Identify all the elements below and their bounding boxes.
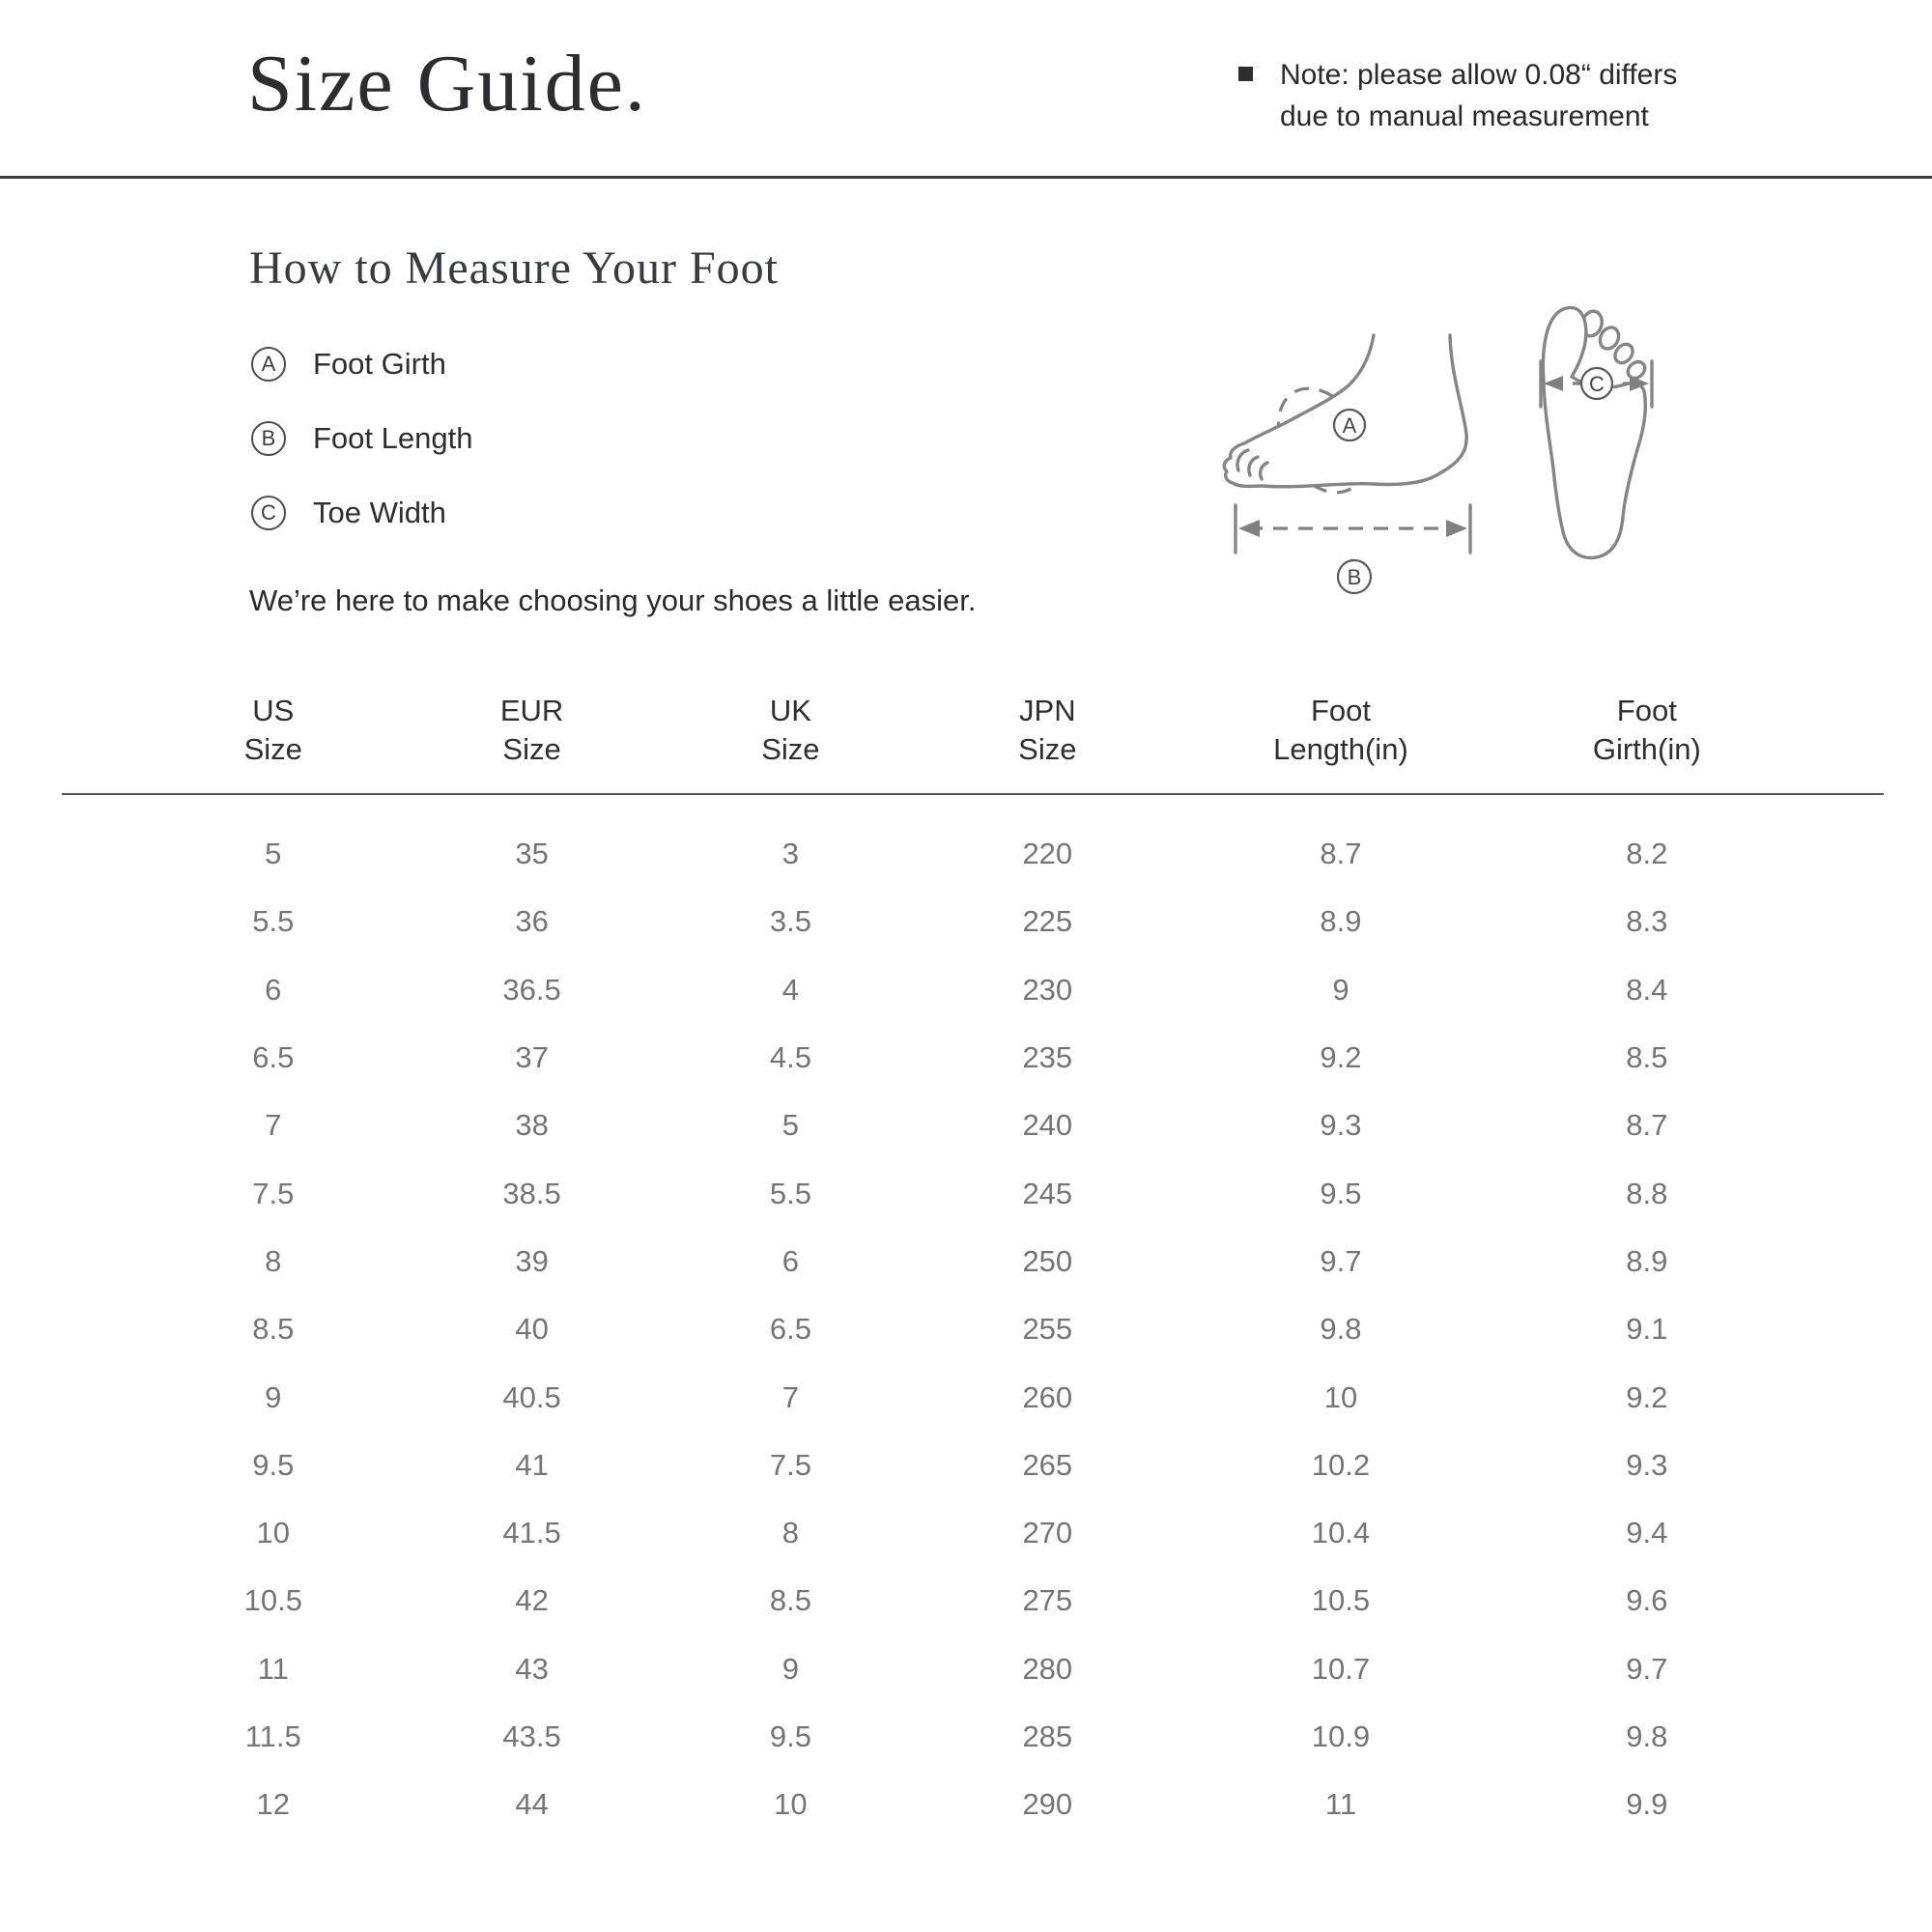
table-row bbox=[62, 1499, 1884, 1567]
table-cell: 5 bbox=[781, 1108, 800, 1143]
column-header-line1: JPN bbox=[1019, 694, 1076, 727]
table-cell: 9.6 bbox=[1626, 1583, 1668, 1618]
table-row bbox=[62, 1363, 1884, 1431]
circled-letter-b-icon: B bbox=[251, 421, 286, 456]
column-header-line1: Foot bbox=[1616, 694, 1677, 727]
table-row bbox=[62, 1635, 1884, 1703]
table-cell: 270 bbox=[1022, 1516, 1073, 1550]
measure-item-toe-width bbox=[251, 495, 472, 531]
column-header-line2: Size bbox=[243, 732, 302, 766]
column-header bbox=[500, 692, 563, 769]
column-header-line1: Foot bbox=[1310, 694, 1371, 727]
table-cell: 235 bbox=[1022, 1040, 1073, 1075]
table-cell: 40.5 bbox=[502, 1379, 561, 1414]
table-cell: 10.5 bbox=[1311, 1583, 1371, 1618]
table-cell: 44 bbox=[515, 1787, 549, 1822]
measure-item-label: Foot Length bbox=[313, 421, 473, 455]
table-body bbox=[62, 820, 1884, 1838]
table-cell: 280 bbox=[1022, 1651, 1073, 1686]
note-text bbox=[1280, 54, 1677, 137]
table-cell: 9.3 bbox=[1320, 1108, 1362, 1143]
column-header-line2: Size bbox=[1018, 732, 1077, 766]
table-row bbox=[62, 1703, 1884, 1771]
column-header-line2: Size bbox=[761, 732, 820, 766]
table-cell: 37 bbox=[515, 1040, 549, 1075]
diagram-label-b: B bbox=[1347, 565, 1362, 589]
header-divider bbox=[0, 176, 1932, 179]
table-header-row bbox=[62, 692, 1884, 775]
table-cell: 8.7 bbox=[1320, 837, 1362, 871]
table-cell: 9.4 bbox=[1626, 1516, 1668, 1550]
table-cell: 11 bbox=[1324, 1787, 1357, 1822]
table-cell: 250 bbox=[1022, 1243, 1073, 1278]
page-title: Size Guide. bbox=[247, 39, 647, 128]
table-row bbox=[62, 1024, 1884, 1092]
table-cell: 10 bbox=[256, 1516, 291, 1550]
measure-item-label: Toe Width bbox=[313, 496, 446, 529]
table-cell: 9.7 bbox=[1320, 1243, 1362, 1278]
table-cell: 8.2 bbox=[1626, 837, 1668, 871]
table-cell: 260 bbox=[1022, 1379, 1073, 1414]
section-heading: How to Measure Your Foot bbox=[249, 242, 780, 294]
table-cell: 8.5 bbox=[1626, 1040, 1668, 1075]
measurement-note bbox=[1238, 54, 1677, 137]
table-cell: 35 bbox=[515, 837, 549, 871]
table-row bbox=[62, 956, 1884, 1024]
arrow-left-icon bbox=[1238, 520, 1260, 537]
table-cell: 12 bbox=[256, 1787, 291, 1822]
column-header-line1: EUR bbox=[499, 694, 564, 727]
table-cell: 10 bbox=[774, 1787, 808, 1822]
size-conversion-table bbox=[62, 692, 1884, 1838]
table-cell: 275 bbox=[1022, 1583, 1073, 1618]
table-row bbox=[62, 1228, 1884, 1295]
table-row bbox=[62, 1159, 1884, 1227]
measure-list bbox=[251, 346, 472, 569]
table-cell: 10.2 bbox=[1311, 1447, 1371, 1482]
measure-caption: We’re here to make choosing your shoes a little easier. bbox=[249, 583, 977, 617]
table-cell: 6 bbox=[265, 972, 282, 1007]
column-header bbox=[1593, 692, 1701, 769]
table-cell: 10 bbox=[1323, 1379, 1358, 1414]
table-cell: 7.5 bbox=[252, 1176, 295, 1210]
footprint-sole-illustration bbox=[1541, 307, 1652, 557]
column-header-line1: UK bbox=[769, 694, 811, 727]
measure-item-foot-girth bbox=[251, 346, 472, 383]
column-header bbox=[244, 692, 302, 769]
table-cell: 6 bbox=[781, 1243, 800, 1278]
table-cell: 4 bbox=[781, 972, 800, 1007]
table-cell: 290 bbox=[1022, 1787, 1073, 1822]
table-cell: 11.5 bbox=[244, 1719, 301, 1753]
table-cell: 3.5 bbox=[769, 904, 811, 939]
table-cell: 41.5 bbox=[502, 1516, 561, 1550]
table-cell: 285 bbox=[1022, 1719, 1073, 1753]
table-cell: 38 bbox=[515, 1108, 549, 1143]
table-cell: 8 bbox=[265, 1243, 282, 1278]
table-cell: 36 bbox=[515, 904, 549, 939]
foot-measurement-diagram bbox=[1188, 280, 1729, 618]
column-header-line1: US bbox=[252, 694, 295, 727]
table-cell: 42 bbox=[515, 1583, 549, 1618]
table-cell: 8.5 bbox=[252, 1312, 295, 1347]
table-cell: 6.5 bbox=[252, 1040, 295, 1075]
arrow-right-icon bbox=[1446, 520, 1467, 537]
table-cell: 40 bbox=[515, 1312, 549, 1347]
table-cell: 245 bbox=[1022, 1176, 1073, 1210]
table-cell: 11 bbox=[257, 1651, 289, 1686]
table-cell: 220 bbox=[1022, 837, 1073, 871]
table-cell: 225 bbox=[1022, 904, 1073, 939]
length-dimension-b bbox=[1236, 505, 1470, 593]
table-row bbox=[62, 1771, 1884, 1838]
table-cell: 4.5 bbox=[769, 1040, 811, 1075]
circled-letter-c-icon: C bbox=[251, 496, 286, 530]
table-cell: 9.5 bbox=[252, 1447, 295, 1482]
table-cell: 8.4 bbox=[1626, 972, 1668, 1007]
note-line-1: Note: please allow 0.08“ differs bbox=[1280, 59, 1678, 91]
table-cell: 8.3 bbox=[1626, 904, 1668, 939]
column-header bbox=[1018, 692, 1076, 769]
table-cell: 9.5 bbox=[1320, 1176, 1362, 1210]
table-cell: 240 bbox=[1022, 1108, 1073, 1143]
circled-letter-a-icon: A bbox=[251, 347, 286, 382]
foot-diagram-svg bbox=[1188, 280, 1729, 618]
table-cell: 9.7 bbox=[1626, 1651, 1668, 1686]
square-bullet-icon bbox=[1238, 67, 1253, 81]
table-cell: 41 bbox=[515, 1447, 549, 1482]
column-header-line2: Girth(in) bbox=[1592, 732, 1701, 766]
table-cell: 39 bbox=[515, 1243, 549, 1278]
table-cell: 7 bbox=[781, 1379, 800, 1414]
table-cell: 10.9 bbox=[1311, 1719, 1371, 1753]
table-cell: 8.9 bbox=[1626, 1243, 1668, 1278]
table-cell: 8.8 bbox=[1626, 1176, 1668, 1210]
table-cell: 9 bbox=[265, 1379, 282, 1414]
note-line-2: due to manual measurement bbox=[1280, 100, 1649, 132]
table-cell: 9.2 bbox=[1320, 1040, 1362, 1075]
table-cell: 7 bbox=[265, 1108, 282, 1143]
table-row bbox=[62, 888, 1884, 955]
table-cell: 5 bbox=[265, 837, 282, 871]
table-cell: 3 bbox=[781, 837, 800, 871]
measure-item-label: Foot Girth bbox=[313, 347, 446, 381]
table-cell: 9.3 bbox=[1626, 1447, 1668, 1482]
table-cell: 8.7 bbox=[1626, 1108, 1668, 1143]
table-row bbox=[62, 820, 1884, 888]
table-cell: 36.5 bbox=[502, 972, 561, 1007]
table-cell: 43 bbox=[515, 1651, 549, 1686]
column-header-line2: Size bbox=[502, 732, 561, 766]
table-cell: 5.5 bbox=[252, 904, 295, 939]
table-row bbox=[62, 1567, 1884, 1634]
table-cell: 230 bbox=[1022, 972, 1073, 1007]
table-cell: 9.8 bbox=[1626, 1719, 1668, 1753]
table-cell: 9.2 bbox=[1626, 1379, 1668, 1414]
table-cell: 255 bbox=[1022, 1312, 1073, 1347]
table-row bbox=[62, 1432, 1884, 1499]
table-cell: 10.5 bbox=[243, 1583, 302, 1618]
table-cell: 7.5 bbox=[769, 1447, 811, 1482]
table-cell: 5.5 bbox=[769, 1176, 811, 1210]
measure-item-foot-length bbox=[251, 420, 472, 457]
table-cell: 10.4 bbox=[1311, 1516, 1371, 1550]
table-cell: 9.9 bbox=[1626, 1787, 1668, 1822]
diagram-label-c: C bbox=[1589, 372, 1605, 396]
table-cell: 9.5 bbox=[769, 1719, 811, 1753]
column-header-line2: Length(in) bbox=[1273, 732, 1408, 766]
table-cell: 9 bbox=[781, 1651, 800, 1686]
table-cell: 8 bbox=[781, 1516, 800, 1550]
table-row bbox=[62, 1092, 1884, 1159]
table-cell: 9.1 bbox=[1626, 1312, 1668, 1347]
column-header bbox=[761, 692, 819, 769]
table-cell: 38.5 bbox=[502, 1176, 561, 1210]
diagram-label-a: A bbox=[1342, 413, 1357, 438]
table-header-divider bbox=[62, 793, 1884, 795]
table-cell: 43.5 bbox=[502, 1719, 561, 1753]
table-cell: 9 bbox=[1332, 972, 1350, 1007]
table-cell: 265 bbox=[1022, 1447, 1073, 1482]
table-cell: 6.5 bbox=[769, 1312, 811, 1347]
table-row bbox=[62, 1295, 1884, 1363]
foot-side-view-illustration bbox=[1224, 335, 1466, 508]
column-header bbox=[1273, 692, 1408, 769]
table-cell: 9.8 bbox=[1320, 1312, 1362, 1347]
table-cell: 8.9 bbox=[1320, 904, 1362, 939]
table-cell: 8.5 bbox=[769, 1583, 811, 1618]
table-cell: 10.7 bbox=[1311, 1651, 1371, 1686]
